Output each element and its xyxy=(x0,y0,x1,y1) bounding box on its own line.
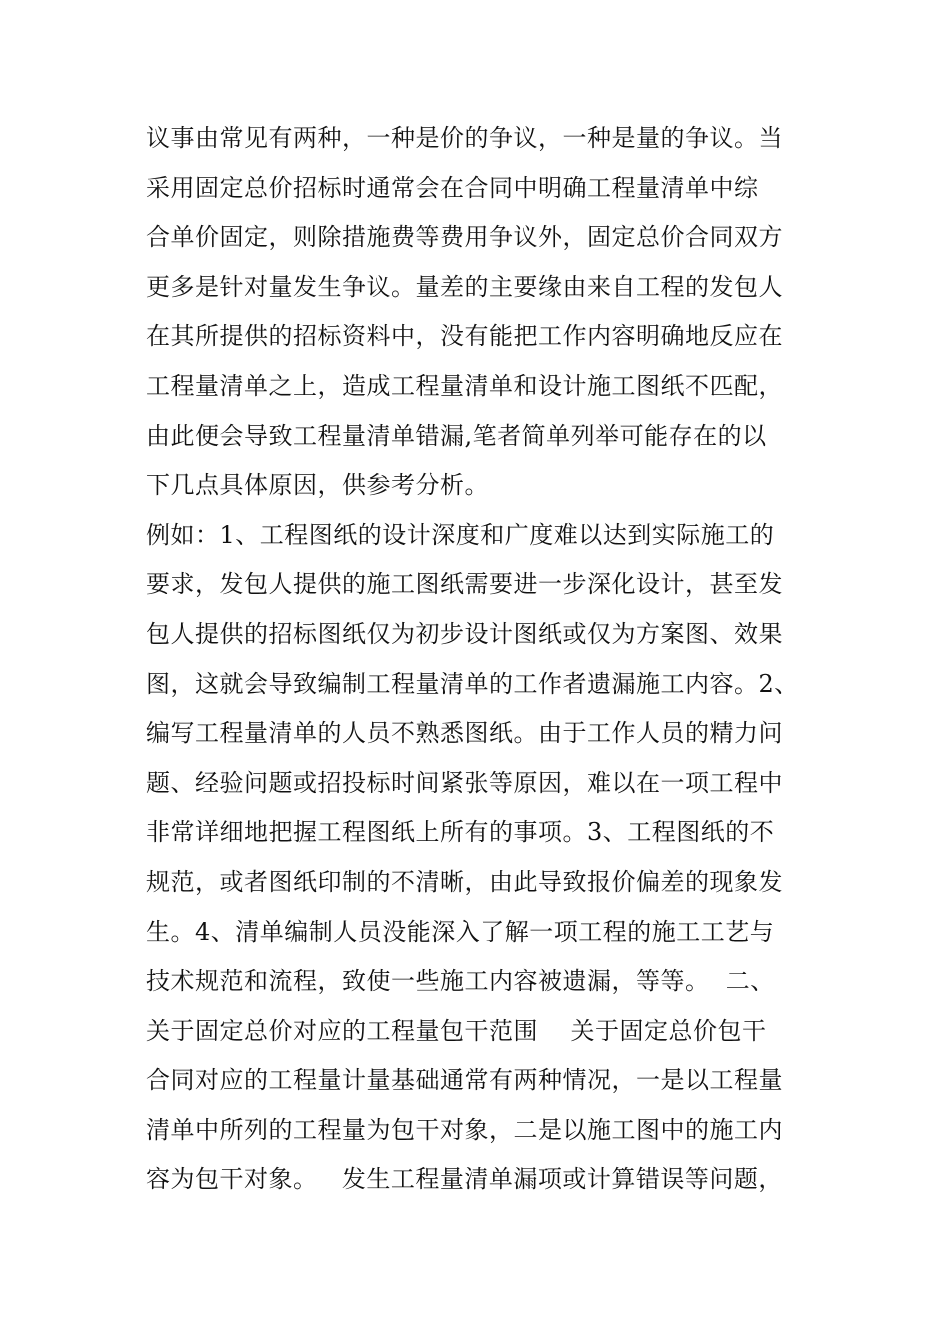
text-line: 编写工程量清单的人员不熟悉图纸。由于工作人员的精力问 xyxy=(146,719,783,748)
text-line: 包人提供的招标图纸仅为初步设计图纸或仅为方案图、效果 xyxy=(146,619,783,648)
text-line: 容为包干对象。 发生工程量清单漏项或计算错误等问题， xyxy=(146,1165,783,1194)
text-line: 规范，或者图纸印制的不清晰，由此导致报价偏差的现象发 xyxy=(146,867,783,896)
text-line: 合单价固定，则除措施费等费用争议外，固定总价合同双方 xyxy=(146,223,783,252)
text-line: 工程量清单之上，造成工程量清单和设计施工图纸不匹配， xyxy=(146,371,783,400)
text-line: 议事由常见有两种，一种是价的争议，一种是量的争议。当 xyxy=(146,124,783,152)
text-line: 采用固定总价招标时通常会在合同中明确工程量清单中综 xyxy=(146,173,759,202)
text-line: 关于固定总价对应的工程量包干范围 关于固定总价包干 xyxy=(146,1016,767,1045)
text-line: 非常详细地把握工程图纸上所有的事项。3、工程图纸的不 xyxy=(146,818,775,847)
text-line: 例如：1、工程图纸的设计深度和广度难以达到实际施工的 xyxy=(146,520,775,549)
text-line: 由此便会导致工程量清单错漏,笔者简单列举可能存在的以 xyxy=(146,421,767,450)
text-line: 图，这就会导致编制工程量清单的工作者遗漏施工内容。2、 xyxy=(146,669,799,698)
text-line: 在其所提供的招标资料中，没有能把工作内容明确地反应在 xyxy=(146,322,783,351)
text-line: 技术规范和流程，致使一些施工内容被遗漏，等等。 二、 xyxy=(146,967,775,996)
text-line: 生。4、清单编制人员没能深入了解一项工程的施工工艺与 xyxy=(146,917,775,946)
text-line: 要求，发包人提供的施工图纸需要进一步深化设计，甚至发 xyxy=(146,570,783,599)
text-line: 下几点具体原因，供参考分析。 xyxy=(146,471,489,500)
body-text xyxy=(146,114,816,1205)
text-line: 合同对应的工程量计量基础通常有两种情况，一是以工程量 xyxy=(146,1066,783,1095)
text-line: 题、经验问题或招投标时间紧张等原因，难以在一项工程中 xyxy=(146,768,783,797)
text-line: 更多是针对量发生争议。量差的主要缘由来自工程的发包人 xyxy=(146,272,783,301)
text-line: 清单中所列的工程量为包干对象，二是以施工图中的施工内 xyxy=(146,1115,783,1144)
